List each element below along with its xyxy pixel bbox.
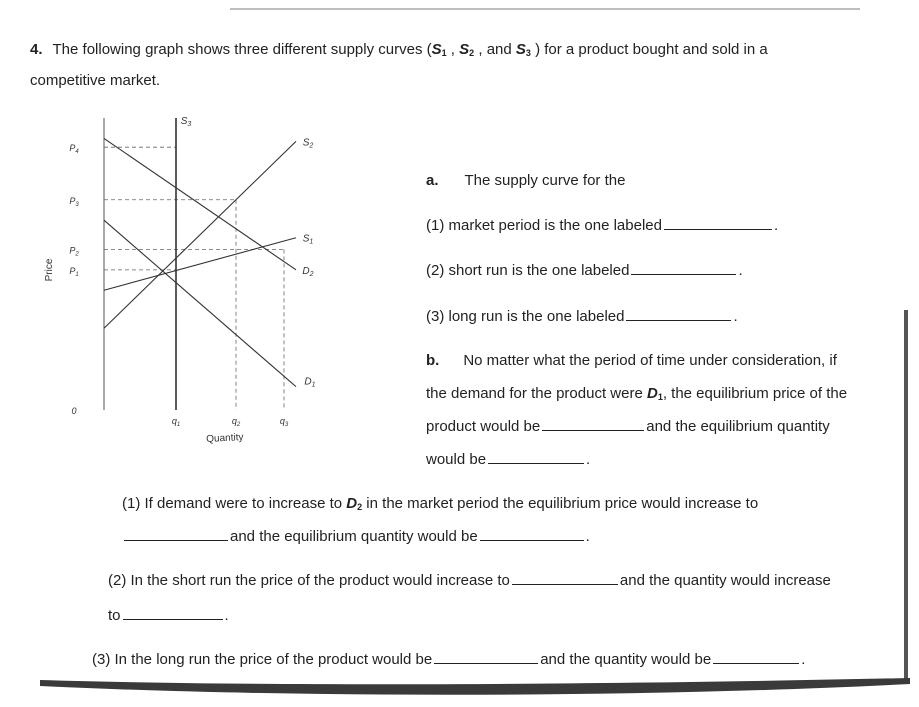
curve-s2 bbox=[104, 141, 296, 328]
x-tick-label-0: $q_1$ bbox=[171, 416, 181, 428]
d1-label: $D_1$ bbox=[646, 385, 663, 402]
part-b-line3: product would be and the equilibrium quantity bbox=[426, 418, 830, 435]
part-a-item-1: (1) market period is the one labeled . bbox=[426, 217, 779, 234]
page-edge-shadow bbox=[904, 310, 908, 680]
answer-blank[interactable] bbox=[713, 662, 799, 664]
answer-blank[interactable] bbox=[488, 462, 584, 464]
s3-label: $S_3$ bbox=[515, 41, 531, 58]
question-number: 4. bbox=[30, 41, 43, 58]
curve-label-d2: $D_2$ bbox=[302, 265, 314, 278]
supply-demand-chart bbox=[40, 110, 400, 460]
part-b-q2-line1: (2) In the short run the price of the product would increase to and the quantity would increase bbox=[108, 572, 831, 589]
intro-text: The following graph shows three different supply curves ( bbox=[52, 41, 432, 58]
y-tick-label-3: $P_3$ bbox=[69, 195, 79, 208]
part-a-heading bbox=[426, 172, 625, 189]
part-b-q1-line2: and the equilibrium quantity would be . bbox=[122, 528, 590, 545]
x-tick-label-2: $q_3$ bbox=[279, 416, 289, 428]
top-rule bbox=[230, 8, 860, 10]
intro-text-line2: competitive market. bbox=[30, 72, 161, 89]
curve-d2 bbox=[104, 138, 296, 269]
d2-label: $D_2$ bbox=[346, 495, 363, 512]
answer-blank[interactable] bbox=[124, 539, 228, 541]
curve-label-s2: $S_2$ bbox=[302, 137, 314, 150]
curve-label-d1: $D_1$ bbox=[304, 376, 316, 389]
part-b-line2: the demand for the product were $D_1$, the equilibrium price of the bbox=[426, 385, 848, 402]
y-axis-label: Price bbox=[44, 258, 55, 282]
chart-curves bbox=[104, 116, 316, 410]
y-tick-label-0: 0 bbox=[71, 406, 77, 416]
question-header: 4. The following graph shows three different supply curves ($S_1$ , $S_2$ , and $S_3$ ) for a product bought and sold in a competitive market. bbox=[30, 41, 768, 89]
y-tick-label-4: $P_4$ bbox=[69, 143, 79, 156]
part-a-item-2: (2) short run is the one labeled . bbox=[426, 262, 743, 279]
part-a-intro: The supply curve for the bbox=[464, 172, 626, 189]
answer-blank[interactable] bbox=[664, 228, 772, 230]
answer-blank[interactable] bbox=[434, 662, 538, 664]
answer-blank[interactable] bbox=[512, 583, 618, 585]
curve-label-s1: $S_1$ bbox=[302, 233, 314, 246]
part-b-q3: (3) In the long run the price of the product would be and the quantity would be . bbox=[92, 651, 806, 668]
bottom-page-shadow bbox=[40, 672, 910, 698]
part-b-letter: b. bbox=[426, 352, 440, 369]
part-b-q2-line2: to . bbox=[108, 607, 229, 624]
part-a-letter: a. bbox=[426, 172, 439, 189]
part-a-item-3: (3) long run is the one labeled . bbox=[426, 308, 738, 325]
part-b-q1-line1: (1) If demand were to increase to $D_2$ in the market period the equilibrium price would increase to bbox=[122, 495, 759, 512]
s2-label: $S_2$ bbox=[459, 41, 475, 58]
x-tick-label-1: $q_2$ bbox=[231, 416, 241, 428]
y-tick-label-2: $P_2$ bbox=[69, 245, 79, 258]
answer-blank[interactable] bbox=[626, 319, 731, 321]
curve-label-s3: $S_3$ bbox=[180, 116, 192, 128]
part-b-line1: b. No matter what the period of time under consideration, if bbox=[426, 352, 837, 369]
y-tick-label-1: $P_1$ bbox=[69, 265, 79, 278]
answer-blank[interactable] bbox=[123, 618, 223, 620]
answer-blank[interactable] bbox=[480, 539, 584, 541]
answer-blank[interactable] bbox=[542, 429, 644, 431]
x-axis-label: Quantity bbox=[205, 432, 244, 445]
answer-blank[interactable] bbox=[631, 273, 736, 275]
chart-guides bbox=[104, 147, 284, 410]
s1-label: $S_1$ bbox=[431, 41, 447, 58]
part-b-line4: would be . bbox=[426, 451, 591, 468]
